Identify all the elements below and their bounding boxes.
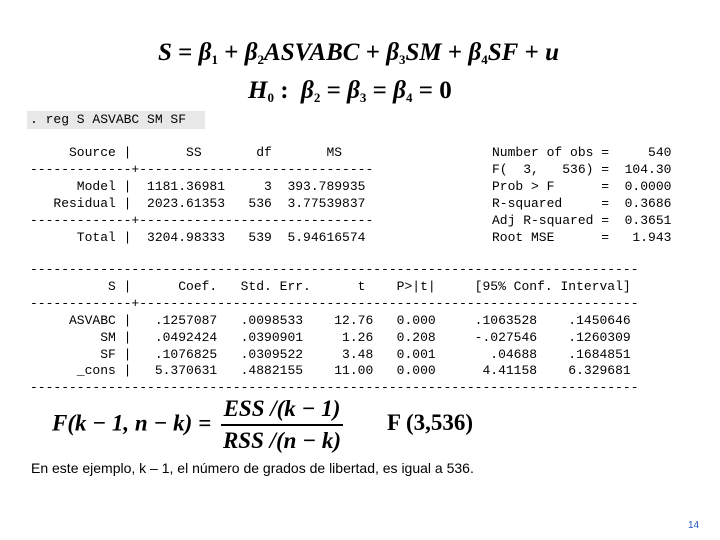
f-statistic-formula [52, 396, 343, 454]
f-formula-denominator: RSS /(n − k) [222, 428, 342, 453]
eq-term: + [224, 39, 239, 66]
eq-subscript: 1 [211, 52, 218, 67]
eq-term: : [280, 77, 289, 104]
eq-term: β [393, 77, 406, 104]
eq-term: 0 [439, 77, 452, 104]
eq-term: = [326, 77, 341, 104]
fit-statistics: Number of obs = 540 F( 3, 536) = 104.30 Prob > F = 0.0000 R-squared = 0.3686 Adj R-squared = 0.3651 Root MSE = 1.943 [492, 145, 672, 245]
coefficient-table: ------------------------------------------------------------------------------ S | Coef. Std. Err. t P>|t| [95% Conf. Interval] -------------+---------------------------------------------------------------- ASVABC | .1257087 .0098533 12.76 0.000 .1063528 .1450646 SM | .0492424 .0390901 1.26 0.208 -.027546 .1260309 SF | .1076825 .0309522 3.48 0.001 .04688 .1684851 _cons | 5.370631 .4882155 11.00 0.000 4.41158 6.329681 ------------------------------------------------------------------------------ [30, 262, 639, 396]
eq-term: β [386, 39, 400, 66]
stata-command: . reg S ASVABC SM SF [30, 112, 187, 127]
eq-term: H [248, 77, 268, 104]
eq-term: β [347, 77, 360, 104]
eq-term: SM [405, 39, 442, 66]
eq-term: u [545, 39, 559, 66]
eq-term: β [198, 39, 212, 66]
eq-term: = [372, 77, 387, 104]
eq-subscript: 4 [481, 52, 488, 67]
eq-subscript: 0 [267, 90, 274, 105]
eq-term: + [524, 39, 539, 66]
f-formula-fraction [221, 396, 343, 454]
eq-subscript: 4 [405, 90, 413, 105]
anova-table: Source | SS df MS -------------+------------------------------ Model | 1181.36981 3 393.789935 Residual | 2023.61353 536 3.77539837 -------------+------------------------------ Total | 3204.98333 539 5.94616574 [30, 145, 374, 245]
f-formula-lhs: F(k − 1, n − k) = [52, 410, 212, 436]
eq-term: ASVABC [264, 39, 360, 66]
eq-term: β [244, 39, 258, 66]
f-formula-numerator: ESS /(k − 1) [221, 396, 343, 426]
eq-term: = [178, 39, 193, 66]
model-equation [158, 39, 559, 68]
eq-term: + [365, 39, 380, 66]
f-value: F (3,536) [387, 410, 474, 435]
null-hypothesis [248, 77, 452, 106]
eq-subscript: 3 [399, 52, 406, 67]
eq-term: β [468, 39, 482, 66]
eq-term: = [418, 77, 433, 104]
eq-subscript: 2 [313, 90, 321, 105]
eq-subscript: 3 [359, 90, 367, 105]
eq-term: β [301, 77, 314, 104]
eq-subscript: 2 [257, 52, 265, 67]
eq-term: + [447, 39, 463, 66]
caption: En este ejemplo, k – 1, el número de grados de libertad, es igual a 536. [31, 460, 474, 476]
page-number: 14 [688, 520, 700, 531]
eq-term: SF [487, 39, 519, 66]
eq-term: S [158, 39, 172, 66]
